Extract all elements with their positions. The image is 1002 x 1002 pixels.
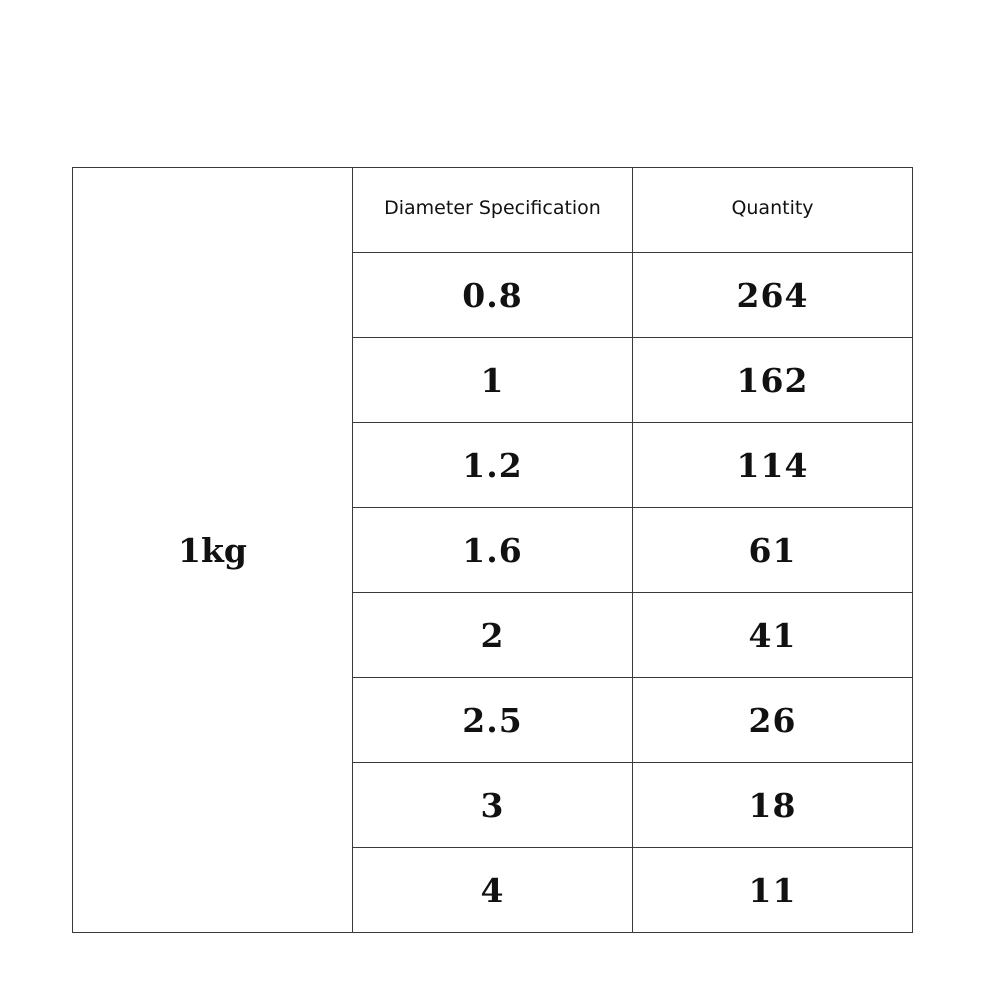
diameter-cell: 0.8 [353,253,633,338]
quantity-cell: 264 [633,253,913,338]
quantity-cell: 11 [633,848,913,933]
quantity-cell: 26 [633,678,913,763]
diameter-cell: 2 [353,593,633,678]
diameter-cell: 4 [353,848,633,933]
quantity-cell: 41 [633,593,913,678]
diameter-cell: 2.5 [353,678,633,763]
diameter-header-label: Diameter Specification [384,197,601,219]
table-body [73,168,913,933]
weight-cell [73,168,353,933]
quantity-header-label: Quantity [731,197,814,219]
diameter-cell: 3 [353,763,633,848]
quantity-cell: 18 [633,763,913,848]
diameter-quantity-table [72,167,913,933]
quantity-cell: 61 [633,508,913,593]
diameter-cell: 1.6 [353,508,633,593]
diameter-cell: 1.2 [353,423,633,508]
weight-label: 1kg [178,530,247,570]
quantity-cell: 114 [633,423,913,508]
quantity-cell: 162 [633,338,913,423]
diameter-cell: 1 [353,338,633,423]
header-row [73,168,913,253]
diameter-header [353,168,633,253]
quantity-header [633,168,913,253]
